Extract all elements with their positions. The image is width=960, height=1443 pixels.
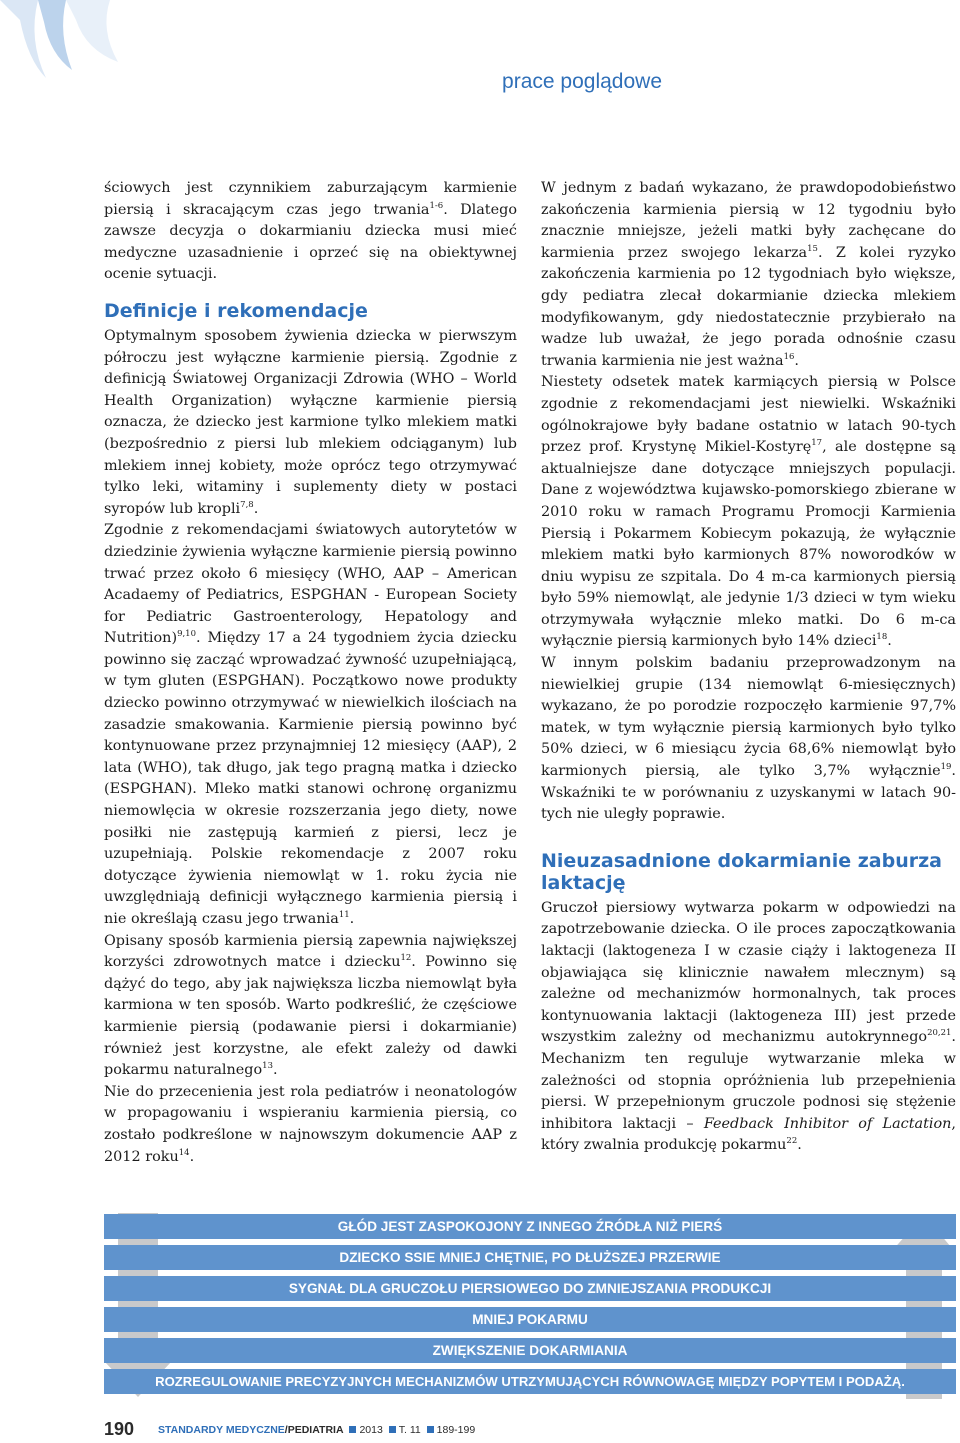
square-bullet-icon [349, 1426, 356, 1433]
text-run: , który zwalnia produkcję pokarmu [541, 1115, 956, 1154]
text-run: . Dlatego zawsze decyzja o dokarmianiu dziecka musi mieć medyczne uzasadnienie i oprzeć się na obiektywnej ocenie sytuacji. [104, 201, 517, 283]
body-paragraph [104, 931, 517, 1082]
section-heading: Definicje i rekomendacje [104, 299, 368, 322]
citation-ref: 18 [876, 632, 888, 643]
text-run: . Powinno się dążyć do tego, aby jak największa liczba niemowląt była karmiona w ten sposób. Warto podkreślić, że częściowe karmienie piersią (podawanie piersi i dokarmianie) również jest korzystne, ale efekt zależy od dawki pokarmu naturalnego [104, 954, 517, 1079]
right-column [541, 178, 956, 1157]
citation-ref: 14 [178, 1147, 190, 1158]
citation-ref: 22 [786, 1136, 798, 1147]
journal-pages: 189-199 [436, 1424, 476, 1436]
diagram-step: DZIECKO SSIE MNIEJ CHĘTNIE, PO DŁUŻSZEJ PRZERWIE [104, 1245, 956, 1270]
text-run: Optymalnym sposobem żywienia dziecka w pierwszym półroczu jest wyłączne karmienie piersią. Zgodnie z definicją Światowej Organizacji Zdrowia (WHO – World Health Organization) wyłączne karmienie piersią oznacza, że dziecko jest karmione tylko mlekiem matki (bezpośrednio z piersi lub mlekiem odciąganym) lub mlekiem innej kobiety, może oprócz tego otrzymywać tylko leki, witaminy i suplementy diety w postaci syropów lub kropli [104, 327, 517, 517]
text-run: ściowych jest czynnikiem zaburzającym karmienie piersią i skracającym czas jego trwania [104, 180, 517, 218]
citation-ref: 11 [338, 910, 350, 921]
header-decoration [0, 0, 120, 100]
italic-term: Feedback Inhibitor of Lactation [703, 1115, 952, 1132]
text-run: Niestety odsetek matek karmiących piersią w Polsce zgodnie z rekomendacjami jest niewielki. Wskaźniki ogólnokrajowe były badane ostatnio w latach 90-tych przez prof. Krystynę Mikiel-Kostyrę [541, 374, 956, 456]
diagram-step: GŁÓD JEST ZASPOKOJONY Z INNEGO ŹRÓDŁA NIŻ PIERŚ [104, 1214, 956, 1239]
body-paragraph [104, 520, 517, 930]
citation-ref: 12 [400, 953, 412, 964]
text-run: W jednym z badań wykazano, że prawdopodobieństwo zakończenia karmienia piersią w 12 tygodniu było znacznie mniejsze, jeżeli matki były zachęcane do karmienia przez swojego lekarza [541, 180, 956, 261]
journal-name: STANDARDY MEDYCZNE [158, 1424, 285, 1436]
citation-ref: 1-6 [429, 200, 444, 211]
body-paragraph [541, 372, 956, 653]
section-label: prace poglądowe [502, 70, 662, 93]
text-run: . [189, 1148, 195, 1165]
citation-ref: 13 [262, 1061, 273, 1072]
body-paragraph [104, 326, 517, 520]
citation-ref: 17 [811, 438, 823, 449]
page-number: 190 [104, 1419, 135, 1439]
body-paragraph [541, 178, 956, 372]
text-run: . Wskaźniki te w porównaniu z uzyskanymi w latach 90-tych nie uległy poprawie. [541, 763, 956, 823]
text-run: W innym polskim badaniu przeprowadzonym na niewielkiej grupie (134 niemowląt 6-miesięcznych) wykazano, że po porodzie rozpoczęło karmienie 97,7% matek, w tym wyłącznie piersią karmionych było tylko 50% dzieci, w 6 miesiącu życia 68,6% niemowląt było karmionych piersią, ale tylko 3,7% wyłącznie [541, 655, 956, 780]
text-run: Zgodnie z rekomendacjami światowych autorytetów w dziedzinie żywienia wyłączne karmienie piersią powinno trwać przez około 6 miesięcy (WHO, AAP – American Acadaemy of Pediatrics, ESPGHAN - European Society for Pediatric Gastroenterology, Hepatology and Nutrition) [104, 522, 517, 647]
text-run: . [253, 500, 259, 517]
lactation-diagram [104, 1213, 956, 1399]
citation-ref: 16 [783, 351, 795, 362]
text-run: . Mechanizm ten reguluje wytwarzanie mleka w zależności od stopnia opróżnienia lub przepełnienia piersi. W przepełnionym gruczole podnosi się stężenie inhibitora laktacji – [541, 1029, 956, 1132]
body-paragraph [541, 898, 956, 1157]
citation-ref: 7,8 [240, 499, 254, 510]
square-bullet-icon [427, 1426, 434, 1433]
body-paragraph [541, 653, 956, 826]
citation-ref: 20,21 [927, 1028, 952, 1039]
text-run: , ale dostępne są aktualniejsze dane dotyczące mniejszych populacji. Dane z województwa kujawsko-pomorskiego zbierane w 2010 roku w ramach Programu Promocji Karmienia Piersią i Pokarmem Kobiecym pokazują, że wyłącznie mlekiem matki było karmionych 87% noworodków w dniu wypisu ze szpitala. Do 4 m-ca karmionych piersią było 59% niemowląt, ale jedynie 1/3 dzieci w tym wieku otrzymywała wyłącznie mleko matki. Do 6 m-ca wyłącznie piersią karmionych było 14% dzieci [541, 439, 956, 650]
text-run: . [273, 1062, 278, 1079]
text-run: . [794, 352, 799, 369]
diagram-step: MNIEJ POKARMU [104, 1307, 956, 1332]
diagram-step: SYGNAŁ DLA GRUCZOŁU PIERSIOWEGO DO ZMNIEJSZANIA PRODUKCJI [104, 1276, 956, 1301]
left-column [104, 178, 517, 1168]
text-run: . Z kolei ryzyko zakończenia karmienia po 12 tygodniach było większe, gdy pediatra zlecał dokarmianie dziecka mlekiem modyfikowanym, gdy niedostatecznie przybierało na wadze lub uważał, że jego porada odnośnie czasu trwania karmienia nie jest ważna [541, 244, 956, 369]
square-bullet-icon [389, 1426, 396, 1433]
journal-year: 2013 [359, 1424, 383, 1436]
text-run: Opisany sposób karmienia piersią zapewnia największej korzyści zdrowotnych matce i dziecku [104, 932, 517, 971]
diagram-step: ZWIĘKSZENIE DOKARMIANIA [104, 1338, 956, 1363]
journal-info [158, 1424, 475, 1436]
diagram-step: ROZREGULOWANIE PRECYZYJNYCH MECHANIZMÓW UTRZYMUJĄCYCH RÓWNOWAGĘ MIĘDZY POPYTEM I PODAŻĄ. [104, 1369, 956, 1394]
citation-ref: 9,10 [177, 629, 196, 640]
citation-ref: 19 [940, 762, 952, 773]
text-run: . [349, 911, 355, 927]
body-paragraph [104, 178, 517, 286]
text-run: Nie do przecenienia jest rola pediatrów i neonatologów w propagowaniu i wspieraniu karmienia piersią, co zostało podkreślone w najnowszym dokumencie AAP z 2012 roku [104, 1083, 517, 1165]
text-run: . [797, 1137, 802, 1154]
text-run: . Między 17 a 24 tygodniem życia dziecku powinno się zacząć wprowadzać żywność uzupełniającą, w tym gluten (ESPGHAN). Początkowo nowe produkty dziecko powinno otrzymywać w niewielkich ilościach na zasadzie smakowania. Karmienie piersią powinno być kontynuowane przez przynajmniej 12 miesięcy (AAP), 2 lata (WHO), tak długo, jak tego pragną matka i dziecko (ESPGHAN). Mleko matki stanowi ochronę organizmu niemowlęcia w okresie rozszerzania jego diety, nowe posiłki nie zastępują karmień z piersi, lecz je uzupełniają. Polskie rekomendacje z 2007 roku dotyczące żywienia niemowląt w 1. roku życia nie uwzględniają definicji wyłącznego karmienia piersią i nie określają czasu jego trwania [104, 630, 517, 927]
text-run: Gruczoł piersiowy wytwarza pokarm w odpowiedzi na zapotrzebowanie dziecka. O ile proces zapoczątkowania laktacji (laktogeneza I w czasie ciąży i laktogeneza II objawiająca się klinicznie nawałem mlecznym) są zależne od mechanizmów hormonalnych, tak proces kontynuowania laktacji (laktogeneza III) jest przede wszystkim zależny od mechanizmu autokrynnego [541, 899, 956, 1046]
text-run: . [887, 633, 892, 650]
body-paragraph [104, 1082, 517, 1168]
section-heading: Nieuzasadnione dokarmianie zaburza laktację [541, 849, 942, 894]
journal-section: /PEDIATRIA [284, 1424, 344, 1436]
citation-ref: 15 [807, 243, 818, 254]
journal-volume: T. 11 [398, 1424, 421, 1436]
